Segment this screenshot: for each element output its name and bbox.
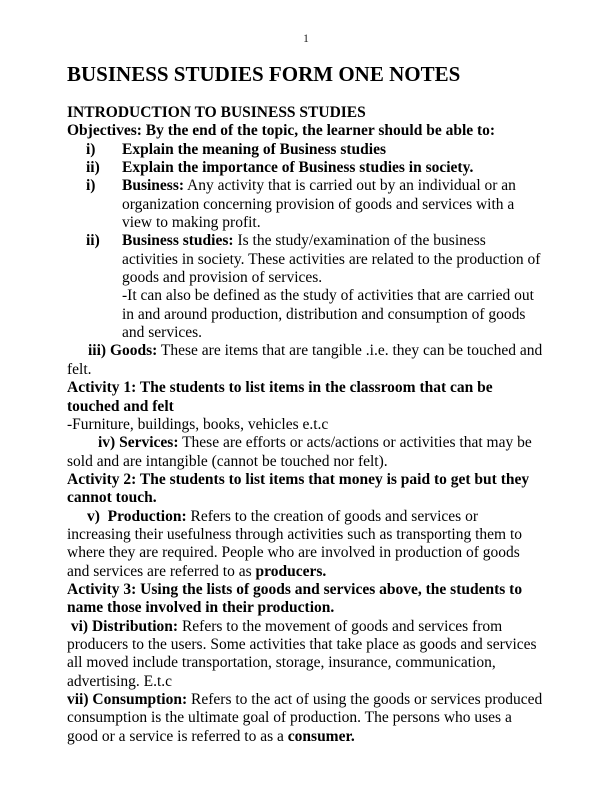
bold-text: Activity 3: Using the lists of goods and services above, the students to name those involved in their production. <box>67 580 526 617</box>
bold-text: consumer. <box>287 727 355 745</box>
body-text: -Furniture, buildings, books, vehicles e.t.c <box>67 415 329 433</box>
bold-text: Activity 2: The students to list items that money is paid to get but they cannot touch. <box>67 470 533 507</box>
content-blocks <box>67 104 545 746</box>
list-text <box>122 159 473 176</box>
activity-note <box>67 471 545 508</box>
body-text: -It can also be defined as the study of activities that are carried out in and around production, distribution and consumption of goods and services. <box>122 287 538 342</box>
definition-item <box>67 508 545 581</box>
bold-text: iv) Services: <box>98 434 179 452</box>
objective-item <box>67 159 545 177</box>
definition-item <box>67 618 545 691</box>
definition-item <box>67 177 545 232</box>
body-text: These are items that are tangible .i.e. they can be touched and felt. <box>67 342 547 378</box>
section-heading <box>67 104 545 122</box>
page-number: 1 <box>303 33 309 45</box>
list-marker: ii) <box>86 232 100 250</box>
definition-item <box>67 342 545 379</box>
list-marker: ii) <box>86 159 100 177</box>
bold-text: Activity 1: The students to list items in the classroom that can be touched and felt <box>67 379 497 415</box>
list-marker: i) <box>86 177 96 195</box>
list-text <box>122 141 386 158</box>
bold-text: Explain the meaning of Business studies <box>122 140 386 158</box>
list-text <box>122 232 545 342</box>
bold-text: INTRODUCTION TO BUSINESS STUDIES <box>67 104 366 121</box>
bold-text: Explain the importance of Business studies in society. <box>122 159 474 177</box>
answer-line <box>67 416 545 434</box>
sub-line <box>122 287 545 342</box>
bold-text: Objectives: By the end of the topic, the learner should be able to: <box>67 122 496 140</box>
bold-text: producers. <box>255 562 327 580</box>
bold-text: vi) Distribution: <box>67 617 179 635</box>
definition-item <box>67 691 545 746</box>
definition-item <box>67 434 545 471</box>
objective-item <box>67 141 545 159</box>
list-text <box>122 177 520 231</box>
objectives-intro <box>67 122 545 140</box>
list-marker: i) <box>86 140 96 158</box>
body-text: Any activity that is carried out by an individual or an organization concerning provision of goods and services with a view to making profit. <box>122 177 520 232</box>
bold-text: v) Production: <box>87 507 187 525</box>
body-text: Refers to the creation of goods and services or increasing their usefulness through activities such as transporting them to where they are required. People who are involved in production of goods and services are referred to as <box>67 507 526 580</box>
activity-note <box>67 379 545 416</box>
bold-text: Business: <box>122 177 185 195</box>
body-text: Refers to the movement of goods and services from producers to the users. Some activities that take place as goods and services all moved include transportation, storage, insurance, communication, advertising. E.t.c <box>67 617 541 690</box>
activity-note <box>67 581 545 618</box>
bold-text: iii) Goods: <box>88 342 158 360</box>
body-text: Is the study/examination of the business activities in society. These activities are related to the production of goods and provision of services. <box>122 232 545 287</box>
body-text: These are efforts or acts/actions or activities that may be sold and are intangible (cannot be touched nor felt). <box>67 434 536 470</box>
definition-item <box>67 232 545 342</box>
body-text: Refers to the act of using the goods or services produced consumption is the ultimate goal of production. The persons who uses a good or a service is referred to as a <box>67 691 547 745</box>
document-title: BUSINESS STUDIES FORM ONE NOTES <box>67 62 461 86</box>
bold-text: vii) Consumption: <box>67 691 188 708</box>
bold-text: Business studies: <box>122 232 234 250</box>
